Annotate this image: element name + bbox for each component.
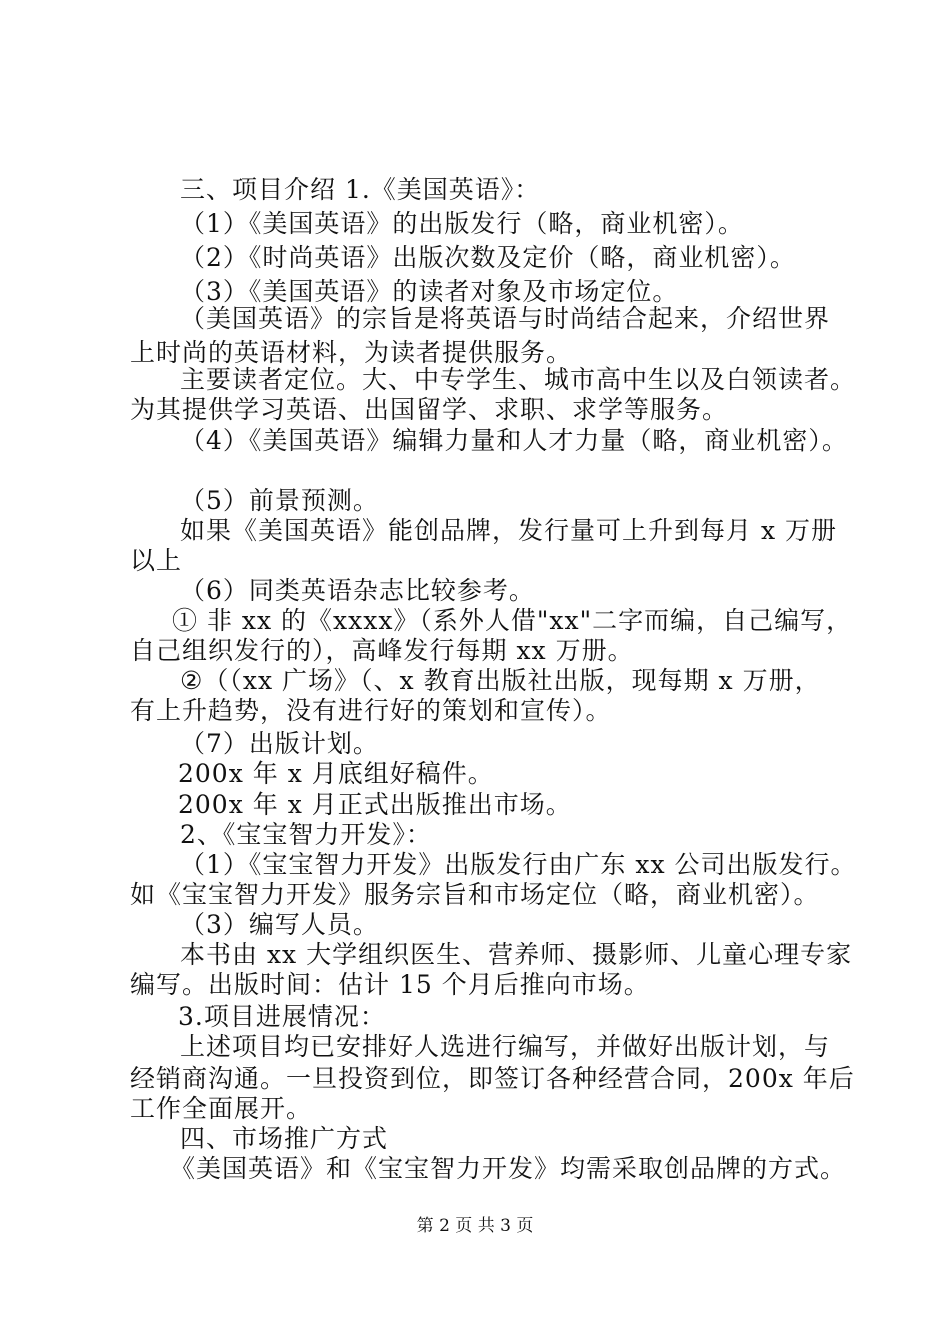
text-line: （1）《美国英语》的出版发行（略，商业机密）。	[180, 209, 744, 238]
text-line: 2、《宝宝智力开发》：	[180, 820, 432, 849]
text-line: （1）《宝宝智力开发》出版发行由广东 xx 公司出版发行。	[180, 850, 857, 879]
text-line: 《美国英语》和《宝宝智力开发》均需采取创品牌的方式。	[170, 1154, 847, 1183]
text-line: 四、市场推广方式	[180, 1124, 389, 1153]
text-line: 本书由 xx 大学组织医生、营养师、摄影师、儿童心理专家	[180, 940, 853, 969]
text-line: 如《宝宝智力开发》服务宗旨和市场定位（略，商业机密）。	[130, 880, 820, 909]
page-footer: 第 2 页 共 3 页	[416, 1216, 534, 1236]
text-line: 上时尚的英语材料，为读者提供服务。	[130, 338, 573, 367]
text-line: 自己组织发行的），高峰发行每期 xx 万册。	[130, 636, 634, 665]
text-line: （5）前景预测。	[180, 486, 379, 515]
text-line: 三、项目介绍 1.《美国英语》：	[180, 175, 541, 204]
text-line: 有上升趋势，没有进行好的策划和宣传）。	[130, 696, 612, 725]
text-line: 以上	[130, 546, 183, 575]
text-line: （3）编写人员。	[180, 910, 379, 939]
text-line: 工作全面展开。	[130, 1094, 313, 1123]
text-line: （3）《美国英语》的读者对象及市场定位。	[180, 277, 679, 306]
text-line: 如果《美国英语》能创品牌，发行量可上升到每月 x 万册	[180, 516, 837, 545]
text-line: 为其提供学习英语、出国留学、求职、求学等服务。	[130, 395, 729, 424]
text-line: 上述项目均已安排好人选进行编写，并做好出版计划，与	[180, 1032, 831, 1061]
text-line: （7）出版计划。	[180, 729, 379, 758]
text-line: 3.项目进展情况：	[178, 1002, 386, 1031]
text-line: 编写。出版时间：估计 15 个月后推向市场。	[130, 970, 650, 999]
text-line: 主要读者定位。大、中专学生、城市高中生以及白领读者。	[180, 365, 857, 394]
text-line: （2）《时尚英语》出版次数及定价（略，商业机密）。	[180, 243, 796, 272]
text-line: ②（（xx 广场》（、x 教育出版社出版，现每期 x 万册，	[180, 666, 821, 695]
text-line: 经销商沟通。一旦投资到位，即签订各种经营合同，200x 年后	[130, 1064, 855, 1093]
text-line: （4）《美国英语》编辑力量和人才力量（略，商业机密）。	[180, 426, 848, 455]
text-line: （美国英语》的宗旨是将英语与时尚结合起来，介绍世界	[180, 304, 831, 333]
text-line: 200x 年 x 月正式出版推出市场。	[178, 790, 572, 819]
text-line: （6）同类英语杂志比较参考。	[180, 576, 535, 605]
text-line: 200x 年 x 月底组好稿件。	[178, 759, 494, 788]
text-line: ① 非 xx 的《xxxx》（系外人借"xx"二字而编，自己编写，	[172, 606, 853, 635]
